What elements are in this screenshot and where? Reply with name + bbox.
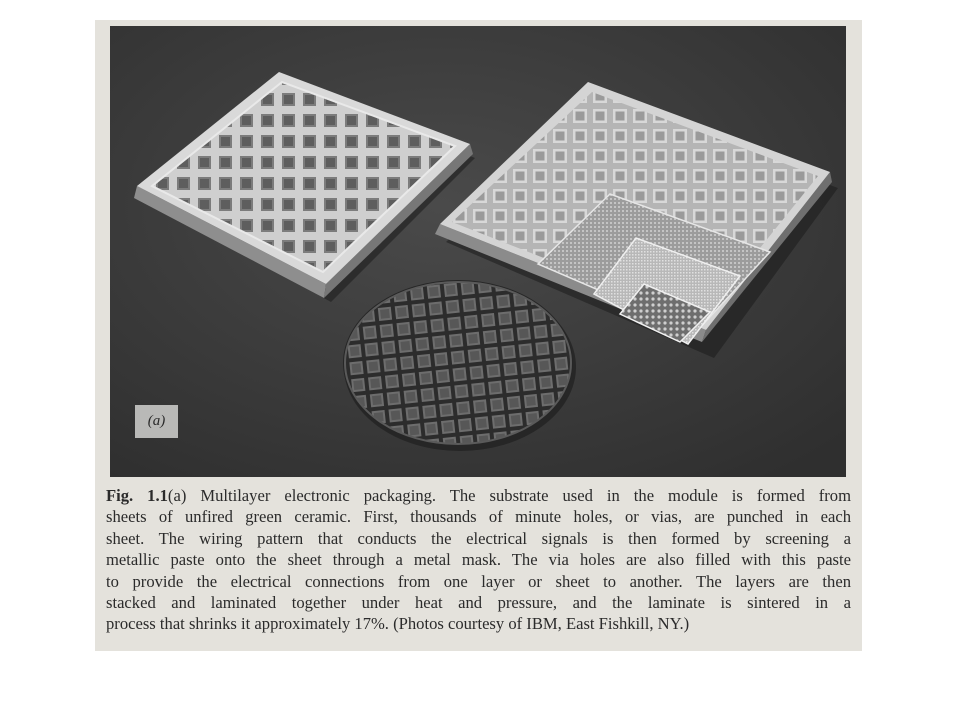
figure-photo bbox=[110, 26, 846, 477]
caption-line-5: to provide the electrical connections from one layer or sheet to another. The layers are then bbox=[106, 571, 851, 591]
figure-number: Fig. 1.1 bbox=[106, 486, 168, 505]
caption-line-7: process that shrinks it approximately 17%. (Photos courtesy of IBM, East Fishkill, NY.) bbox=[106, 614, 690, 634]
caption-line-1 bbox=[106, 485, 851, 506]
photo-illustration bbox=[110, 26, 846, 477]
caption-line-4: metallic paste onto the sheet through a metal mask. The via holes are also filled with this paste bbox=[106, 550, 851, 570]
figure-caption bbox=[106, 485, 851, 635]
caption-line-6: stacked and laminated together under heat and pressure, and the laminate is sintered in a bbox=[106, 593, 851, 613]
caption-line-3: sheet. The wiring pattern that conducts the electrical signals is then formed by screening a bbox=[106, 528, 851, 548]
panel-label: (a) bbox=[135, 405, 178, 438]
caption-line-1-text: (a) Multilayer electronic packaging. The substrate used in the module is formed from bbox=[167, 486, 851, 505]
scanned-page bbox=[95, 20, 862, 651]
caption-line-2: sheets of unfired green ceramic. First, thousands of minute holes, or vias, are punched in each bbox=[106, 507, 851, 527]
